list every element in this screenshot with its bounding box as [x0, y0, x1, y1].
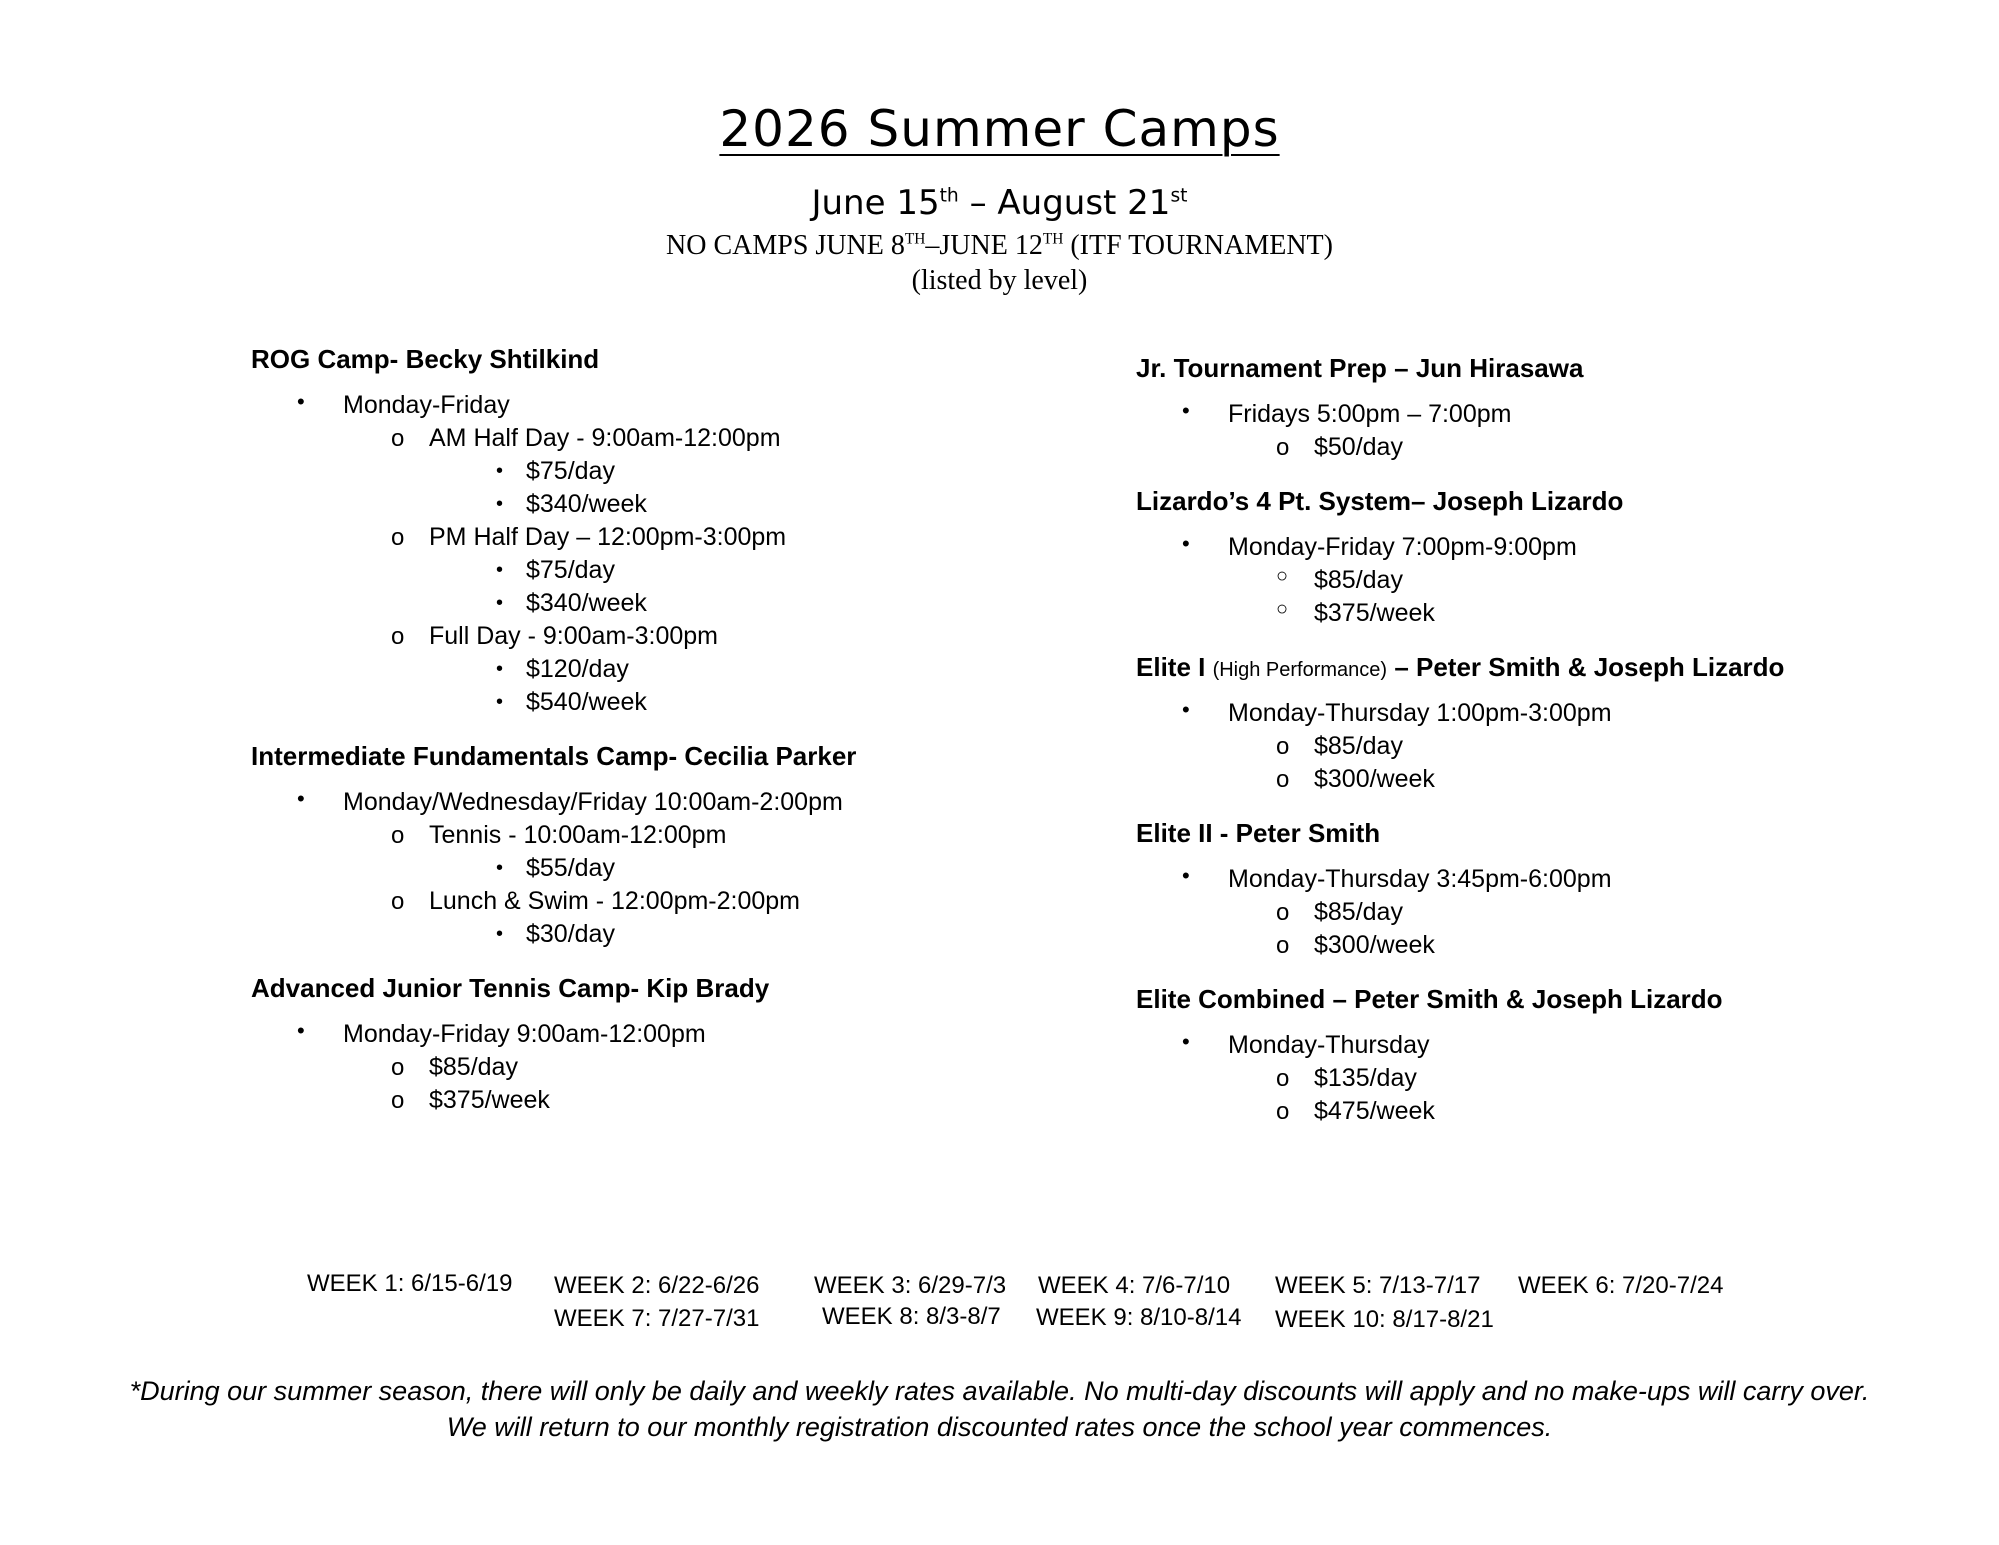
notice-part: (ITF TOURNAMENT)	[1063, 230, 1333, 261]
price: • $340/week	[251, 488, 1011, 521]
schedule: • Monday-Thursday 3:45pm-6:00pm	[1136, 863, 1936, 896]
camp-title: Elite II - Peter Smith	[1136, 818, 1381, 848]
price: o $375/week	[251, 1084, 1011, 1117]
price: ○ $375/week	[1136, 597, 1936, 630]
camp-details	[1136, 531, 1936, 630]
schedule: • Monday-Friday 9:00am-12:00pm	[251, 1018, 1011, 1051]
notice-suffix: TH	[1042, 230, 1064, 248]
price: • $30/day	[251, 918, 1011, 951]
week-schedule	[0, 1270, 1999, 1350]
notice-part: –JUNE 12	[925, 230, 1043, 261]
camp-lizardo	[1136, 486, 1936, 630]
week-label: WEEK 8: 8/3-8/7	[822, 1303, 1001, 1330]
schedule: • Monday-Thursday	[1136, 1029, 1936, 1062]
no-camps-notice	[0, 230, 1999, 262]
camp-title-part: – Peter Smith & Joseph Lizardo	[1387, 652, 1785, 682]
camp-details	[251, 1018, 1011, 1117]
date-end-suffix: st	[1170, 185, 1188, 207]
schedule: • Monday/Wednesday/Friday 10:00am-2:00pm	[251, 786, 1011, 819]
week-label: WEEK 9: 8/10-8/14	[1036, 1304, 1242, 1331]
price: o $85/day	[1136, 730, 1936, 763]
week-label: WEEK 7: 7/27-7/31	[554, 1305, 760, 1332]
schedule: • Fridays 5:00pm – 7:00pm	[1136, 398, 1936, 431]
session: o Full Day - 9:00am-3:00pm	[251, 620, 1011, 653]
rates-footnote	[0, 1373, 1999, 1445]
listed-by-level: (listed by level)	[911, 265, 1088, 296]
session: o Lunch & Swim - 12:00pm-2:00pm	[251, 885, 1011, 918]
week-label: WEEK 3: 6/29-7/3	[814, 1272, 1007, 1299]
camp-details	[1136, 863, 1936, 962]
camp-details	[251, 389, 1011, 719]
week-label: WEEK 6: 7/20-7/24	[1518, 1272, 1724, 1299]
session: o Tennis - 10:00am-12:00pm	[251, 819, 1011, 852]
camp-elite-1	[1136, 652, 1936, 796]
date-start: June 15	[811, 183, 940, 223]
week-label: WEEK 2: 6/22-6/26	[554, 1272, 760, 1299]
camp-title: Lizardo’s 4 Pt. System– Joseph Lizardo	[1136, 486, 1624, 516]
week-label: WEEK 10: 8/17-8/21	[1275, 1306, 1494, 1333]
camp-details	[1136, 1029, 1936, 1128]
price: o $135/day	[1136, 1062, 1936, 1095]
price: • $120/day	[251, 653, 1011, 686]
price: o $475/week	[1136, 1095, 1936, 1128]
camp-advanced	[251, 973, 1011, 1117]
price: ○ $85/day	[1136, 564, 1936, 597]
camp-title: Intermediate Fundamentals Camp- Cecilia Parker	[251, 741, 857, 771]
notice-suffix: TH	[904, 230, 926, 248]
camp-title-part: Elite I	[1136, 652, 1213, 682]
schedule: • Monday-Friday	[251, 389, 1011, 422]
camp-title: ROG Camp- Becky Shtilkind	[251, 344, 600, 374]
camp-details	[251, 786, 1011, 951]
price: • $340/week	[251, 587, 1011, 620]
camp-title: Jr. Tournament Prep – Jun Hirasawa	[1136, 353, 1584, 383]
camp-rog	[251, 344, 1011, 719]
footnote-line: We will return to our monthly registration discounted rates once the school year commences.	[446, 1412, 1553, 1442]
price: o $85/day	[251, 1051, 1011, 1084]
session: o PM Half Day – 12:00pm-3:00pm	[251, 521, 1011, 554]
week-label: WEEK 1: 6/15-6/19	[307, 1270, 513, 1297]
camp-title-note: (High Performance)	[1212, 659, 1388, 681]
session: o AM Half Day - 9:00am-12:00pm	[251, 422, 1011, 455]
camp-jr-tournament	[1136, 353, 1936, 464]
price: • $540/week	[251, 686, 1011, 719]
date-range	[0, 183, 1999, 223]
price: • $75/day	[251, 455, 1011, 488]
camp-title	[1136, 652, 1936, 683]
price: o $50/day	[1136, 431, 1936, 464]
camp-intermediate	[251, 741, 1011, 951]
date-start-suffix: th	[939, 185, 959, 207]
schedule: • Monday-Friday 7:00pm-9:00pm	[1136, 531, 1936, 564]
notice-part: NO CAMPS JUNE 8	[666, 230, 905, 261]
price: o $300/week	[1136, 929, 1936, 962]
camp-title: Advanced Junior Tennis Camp- Kip Brady	[251, 973, 770, 1003]
price: • $55/day	[251, 852, 1011, 885]
price: o $300/week	[1136, 763, 1936, 796]
camp-elite-2	[1136, 818, 1936, 962]
schedule: • Monday-Thursday 1:00pm-3:00pm	[1136, 697, 1936, 730]
camp-elite-combined	[1136, 984, 1936, 1128]
week-label: WEEK 4: 7/6-7/10	[1038, 1272, 1231, 1299]
date-end: – August 21	[958, 183, 1171, 223]
page-title: 2026 Summer Camps	[719, 100, 1280, 158]
camp-details	[1136, 398, 1936, 464]
left-column	[251, 344, 1011, 1139]
week-label: WEEK 5: 7/13-7/17	[1275, 1272, 1481, 1299]
footnote-line: *During our summer season, there will only be daily and weekly rates available. No multi-day discounts will apply and no make-ups will carry over.	[129, 1376, 1870, 1406]
price: • $75/day	[251, 554, 1011, 587]
price: o $85/day	[1136, 896, 1936, 929]
right-column	[1136, 353, 1936, 1150]
camp-title: Elite Combined – Peter Smith & Joseph Lizardo	[1136, 984, 1723, 1014]
camp-details	[1136, 697, 1936, 796]
